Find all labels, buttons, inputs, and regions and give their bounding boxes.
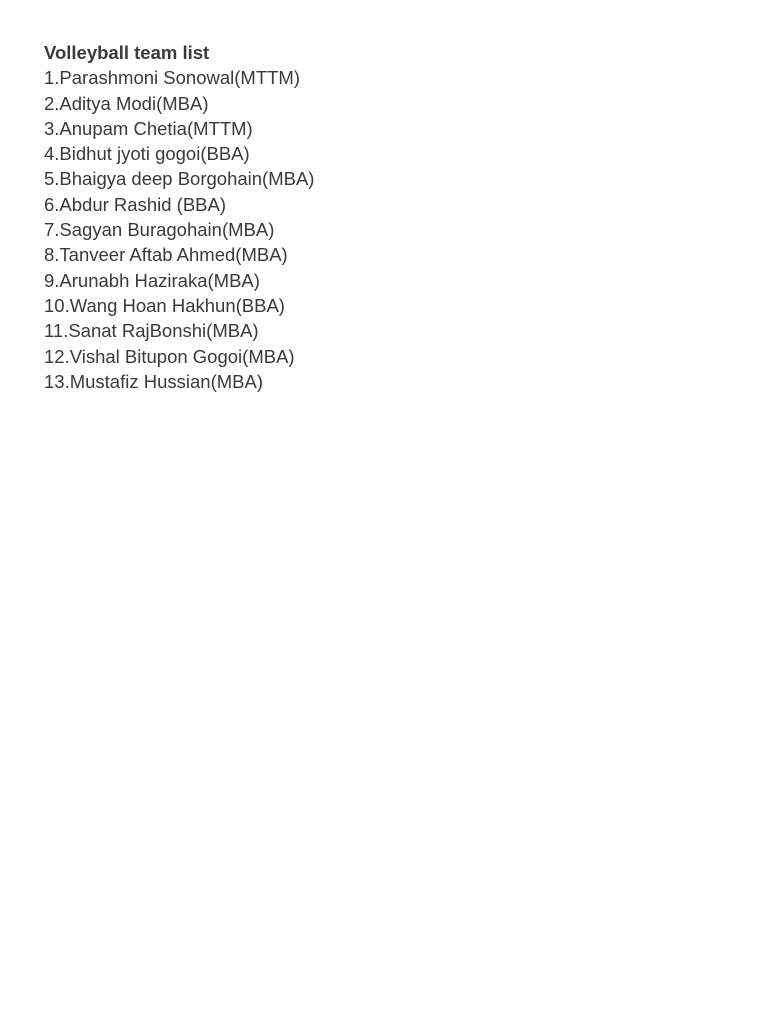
list-item: 4.Bidhut jyoti gogoi(BBA) xyxy=(44,143,250,165)
list-item: 10.Wang Hoan Hakhun(BBA) xyxy=(44,294,285,316)
list-item: 12.Vishal Bitupon Gogoi(MBA) xyxy=(44,345,295,367)
list-item: 1.Parashmoni Sonowal(MTTM) xyxy=(44,67,300,89)
list-item: 5.Bhaigya deep Borgohain(MBA) xyxy=(44,168,315,190)
note-title: Volleyball team list xyxy=(44,42,210,63)
list-item: 6.Abdur Rashid (BBA) xyxy=(44,193,227,215)
list-item: 3.Anupam Chetia(MTTM) xyxy=(44,117,253,139)
list-item: 2.Aditya Modi(MBA) xyxy=(44,92,209,114)
list-item: 13.Mustafiz Hussian(MBA) xyxy=(44,370,263,392)
list-item: 9.Arunabh Haziraka(MBA) xyxy=(44,269,260,291)
list-item: 8.Tanveer Aftab Ahmed(MBA) xyxy=(44,244,288,266)
team-list xyxy=(44,65,768,394)
list-item: 11.Sanat RajBonshi(MBA) xyxy=(44,320,259,342)
list-item: 7.Sagyan Buragohain(MBA) xyxy=(44,219,275,241)
